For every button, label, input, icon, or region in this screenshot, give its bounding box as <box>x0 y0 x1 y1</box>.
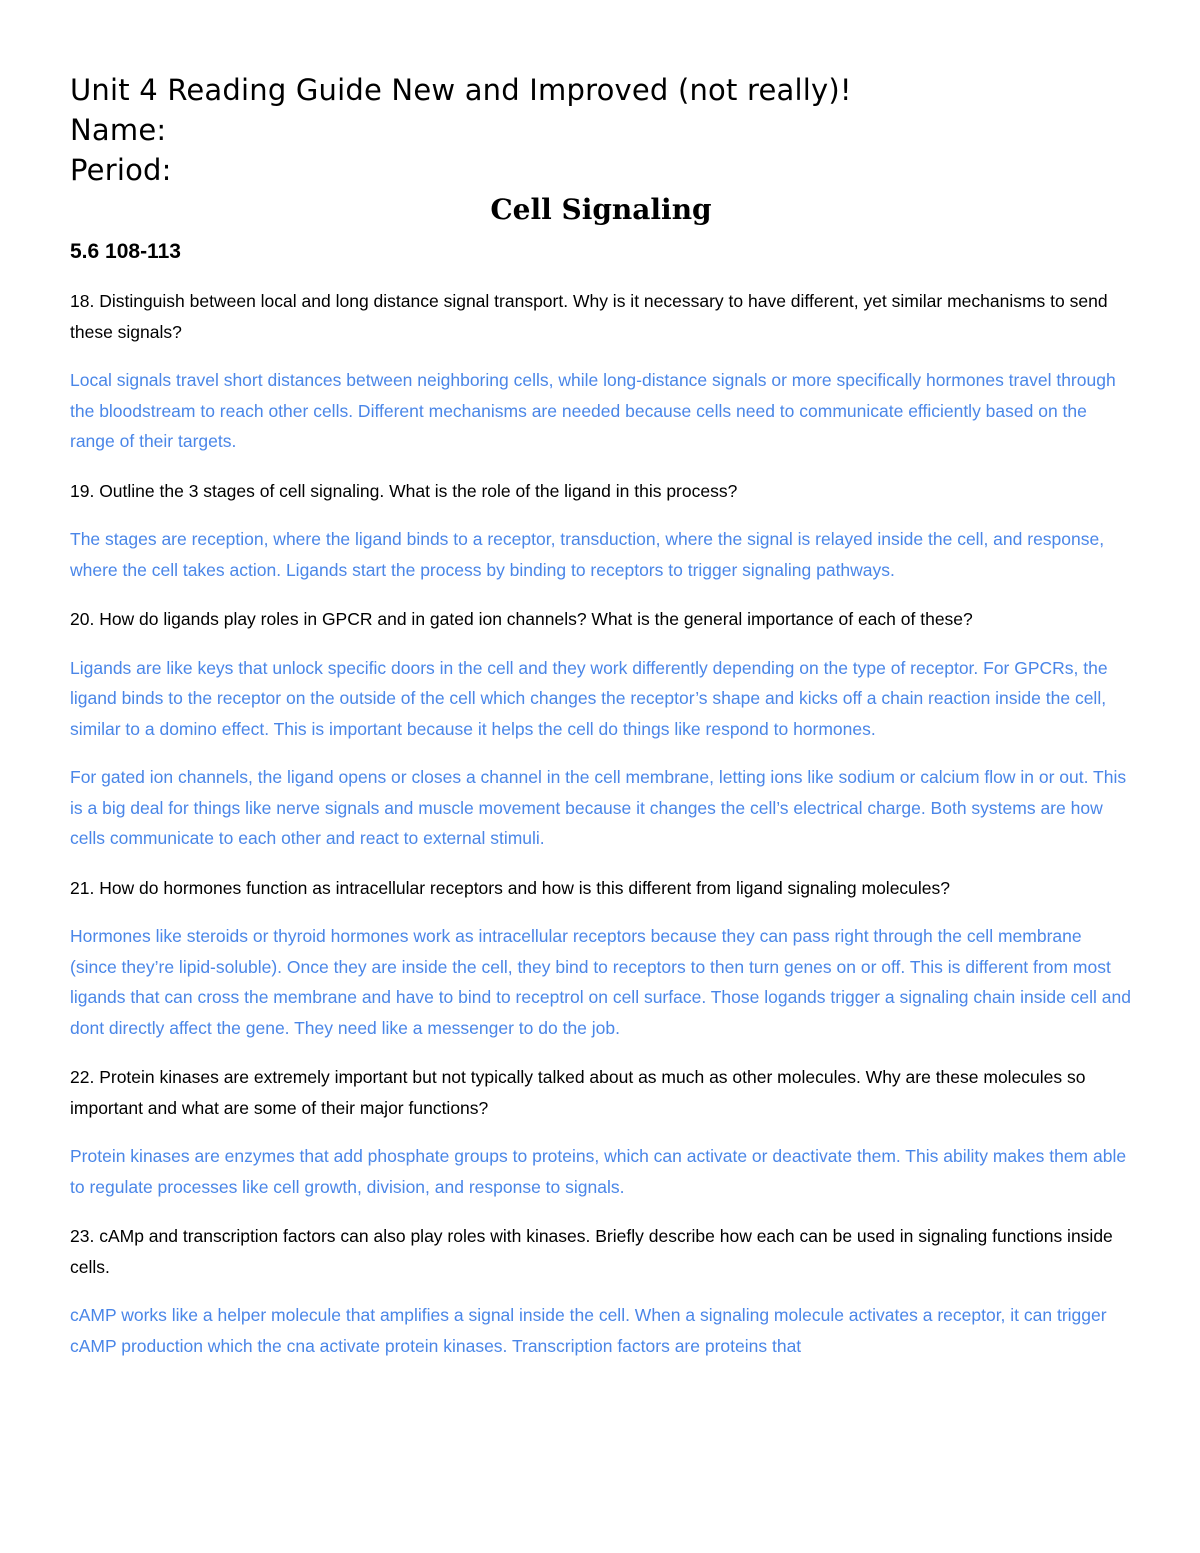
answer-text: cAMP works like a helper molecule that amplifies a signal inside the cell. When a signaling molecule activates a receptor, it can trigger cAMP production which the cna activate protein kinases. Transcription factors are proteins that <box>70 1305 1107 1356</box>
question-text: 21. How do hormones function as intracellular receptors and how is this different from ligand signaling molecules? <box>70 877 951 898</box>
answer-text: Hormones like steroids or thyroid hormones work as intracellular receptors because they can pass right through the cell membrane (since they’re lipid-soluble). Once they are inside the cell, they bind to receptors to then turn genes on or off. This is different from most ligands that can cross the membrane and have to bind to receptrol on cell surface. Those logands trigger a signaling chain inside cell and dont directly affect the gene. They need like a messenger to do the job. <box>70 926 1132 1038</box>
question-block-18 <box>70 286 1132 457</box>
question-text: 18. Distinguish between local and long distance signal transport. Why is it necessary to have different, yet similar mechanisms to send these signals? <box>70 291 1108 342</box>
question-block-22 <box>70 1062 1132 1202</box>
document-title: Cell Signaling <box>490 193 712 226</box>
question-text: 20. How do ligands play roles in GPCR and in gated ion channels? What is the general importance of each of these? <box>70 609 973 629</box>
question-text: 22. Protein kinases are extremely important but not typically talked about as much as other molecules. Why are these molecules so important and what are some of their major functions? <box>70 1067 1086 1118</box>
question-block-19 <box>70 476 1132 586</box>
question-block-20 <box>70 604 1132 854</box>
answer-text: For gated ion channels, the ligand opens or closes a channel in the cell membrane, letting ions like sodium or calcium flow in or out. This is a big deal for things like nerve signals and muscle movement because it changes the cell’s electrical charge. Both systems are how cells communicate to each other and react to external stimuli. <box>70 767 1127 848</box>
name-label: Name: <box>70 113 167 147</box>
answer-text: Protein kinases are enzymes that add phosphate groups to proteins, which can activate or deactivate them. This ability makes them able to regulate processes like cell growth, division, and response to signals. <box>70 1146 1127 1197</box>
question-block-21 <box>70 873 1132 1044</box>
question-block-23 <box>70 1221 1132 1361</box>
answer-text: Local signals travel short distances between neighboring cells, while long-distance signals or more specifically hormones travel through the bloodstream to reach other cells. Different mechanisms are needed because cells need to communicate efficiently based on the range of their targets. <box>70 370 1116 451</box>
question-text: 23. cAMp and transcription factors can also play roles with kinases. Briefly describe how each can be used in signaling functions inside cells. <box>70 1226 1113 1277</box>
question-text: 19. Outline the 3 stages of cell signaling. What is the role of the ligand in this process? <box>70 480 738 501</box>
worksheet-title: Unit 4 Reading Guide New and Improved (not really)! <box>70 73 852 107</box>
answer-text: Ligands are like keys that unlock specific doors in the cell and they work differently depending on the type of receptor. For GPCRs, the ligand binds to the receptor on the outside of the cell which changes the receptor’s shape and kicks off a chain reaction inside the cell, similar to a domino effect. This is important because it helps the cell do things like respond to hormones. <box>70 657 1108 739</box>
period-label: Period: <box>70 153 172 187</box>
document-content <box>70 70 1132 1361</box>
answer-text: The stages are reception, where the ligand binds to a receptor, transduction, where the signal is relayed inside the cell, and response, where the cell takes action. Ligands start the process by binding to receptors to trigger signaling pathways. <box>70 529 1105 580</box>
section-pages: 5.6 108-113 <box>70 240 181 263</box>
